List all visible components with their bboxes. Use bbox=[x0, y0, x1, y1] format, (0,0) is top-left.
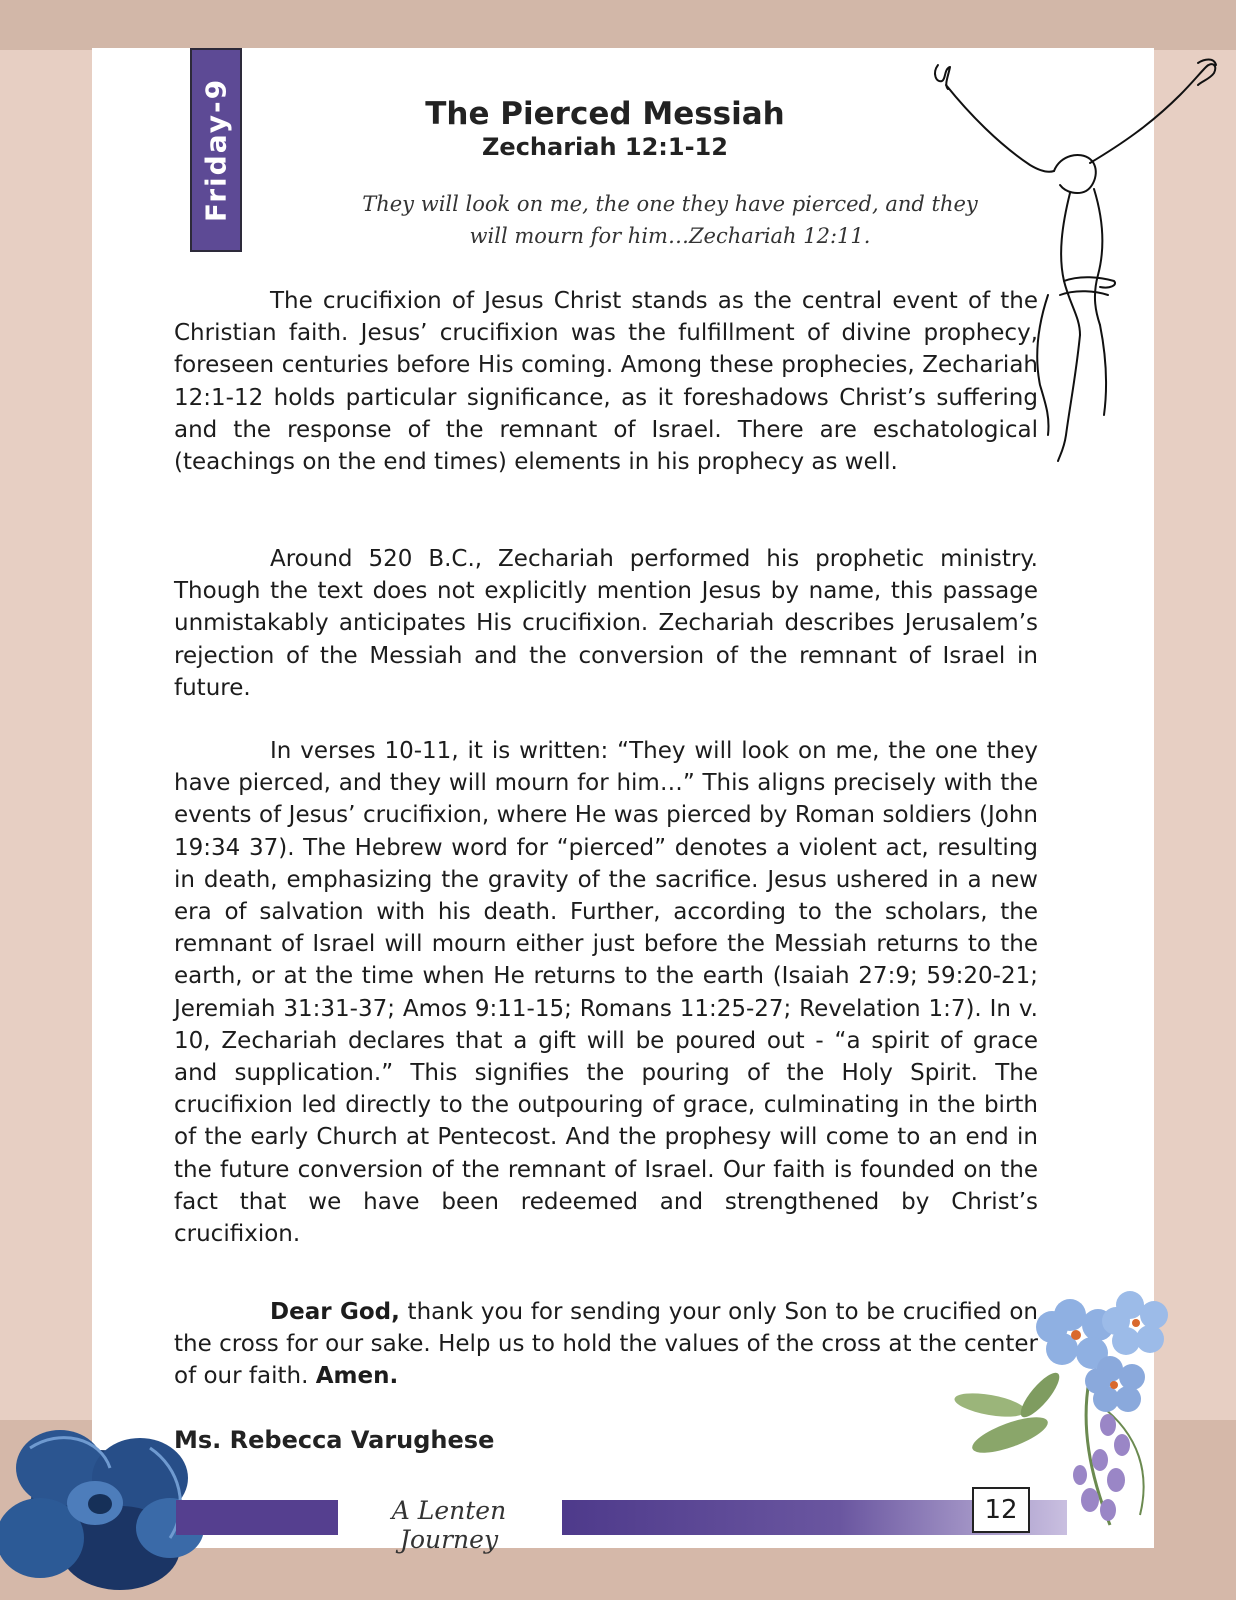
scripture-reference: Zechariah 12:1-12 bbox=[482, 133, 728, 161]
paragraph-3-text: In verses 10-11, it is written: “They will look on me, the one they have pierced, and they will mourn for him…” This aligns precisely with the events of Jesus’ crucifixion, where He was pierced by Roman soldiers (John 19:34 37). The Hebrew word for “pierced” denotes a violent act, resulting in death, emphasizing the gravity of the sacrifice. Jesus ushered in a new era of salvation with his death. Further, according to the scholars, the remnant of Israel will mourn either just before the Messiah returns to the earth, or at the time when He returns to the earth (Isaiah 27:9; 59:20-21; Jeremiah 31:31-37; Amos 9:11-15; Romans 11:25-27; Revelation 1:7). In v. 10, Zechariah declares that a gift will be poured out - “a spirit of grace and supplication.” This signifies the pouring of the Holy Spirit. The crucifixion led directly to the outpouring of grace, culminating in the birth of the early Church at Pentecost. And the prophesy will come to an end in the future conversion of the remnant of Israel. Our faith is founded on the fact that we have been redeemed and strengthened by Christ’s crucifixion. bbox=[174, 738, 1038, 1248]
paragraph-1-text: The crucifixion of Jesus Christ stands as the central event of the Christian faith. Jesus’ crucifixion was the fulfillment of divine prophecy, foreseen centuries before His coming. Among these prophecies, Zechariah 12:1-12 holds particular significance, as it foreshadows Christ’s suffering and the response of the remnant of Israel. There are eschatological (teachings on the end times) elements in his prophecy as well. bbox=[174, 288, 1038, 476]
footer-bar-left bbox=[176, 1500, 338, 1535]
paragraph-2-text: Around 520 B.C., Zechariah performed his prophetic ministry. Though the text does not explicitly mention Jesus by name, this passage unmistakably anticipates His crucifixion. Zechariah describes Jerusalem’s rejection of the Messiah and the conversion of the remnant of Israel in future. bbox=[174, 546, 1038, 701]
paragraph-2 bbox=[174, 543, 1038, 704]
day-tab bbox=[190, 48, 242, 252]
epigraph-quote bbox=[340, 188, 1000, 252]
epigraph-line-1: They will look on me, the one they have pierced, and they bbox=[362, 192, 978, 216]
page-number: 12 bbox=[972, 1487, 1030, 1533]
epigraph-line-2: will mourn for him…Zechariah 12:11. bbox=[469, 224, 871, 248]
paragraph-3 bbox=[174, 735, 1038, 1250]
footer-book-title: A Lenten Journey bbox=[391, 1496, 507, 1554]
prayer-text: thank you for sending your only Son to be crucified on the cross for our sake. Help us to hold the values of the cross at the center of our faith. bbox=[174, 1299, 1038, 1390]
prayer-paragraph bbox=[174, 1296, 1038, 1393]
prayer-opening: Dear God, bbox=[270, 1299, 400, 1325]
author-name: Ms. Rebecca Varughese bbox=[174, 1426, 495, 1454]
paragraph-1 bbox=[174, 285, 1038, 478]
top-border-band bbox=[0, 0, 1236, 50]
prayer-closing: Amen. bbox=[315, 1363, 399, 1390]
page-title: The Pierced Messiah bbox=[425, 96, 785, 132]
day-tab-label: Friday-9 bbox=[199, 77, 233, 223]
